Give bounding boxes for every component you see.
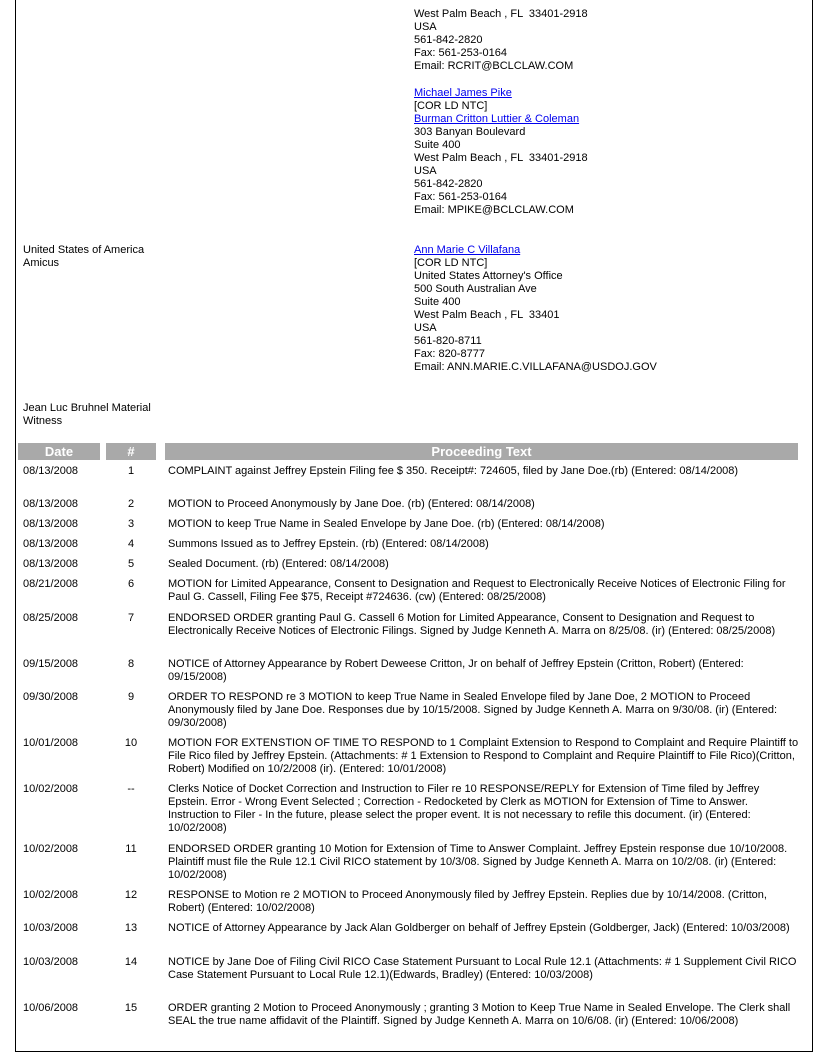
- column-header-proceeding-text: Proceeding Text: [165, 443, 798, 460]
- entry-date: 08/13/2008: [23, 518, 79, 530]
- entry-number: 13: [124, 922, 138, 934]
- address-line: 500 South Australian Ave: [414, 283, 537, 295]
- attorney-pike: [414, 87, 588, 217]
- docket-row: [23, 465, 803, 498]
- entry-text: MOTION for Limited Appearance, Consent to Designation and Request to Electronically Receive Notices of Electronic Filing for Paul G. Cassell, Filing Fee $75, Receipt #724636. (cw) (Entered: 08/25/2008): [168, 578, 786, 603]
- docket-row: [23, 889, 803, 922]
- entry-date: 08/13/2008: [23, 538, 79, 550]
- docket-row: [23, 737, 803, 783]
- entry-text: NOTICE of Attorney Appearance by Jack Alan Goldberger on behalf of Jeffrey Epstein (Goldberger, Jack) (Entered: 10/03/2008): [168, 922, 790, 934]
- address-line: 303 Banyan Boulevard: [414, 126, 526, 138]
- phone-line: 561-820-8711: [414, 335, 482, 347]
- email-line: Email: ANN.MARIE.C.VILLAFANA@USDOJ.GOV: [414, 361, 657, 373]
- docket-row: [23, 843, 803, 889]
- entry-date: 08/13/2008: [23, 465, 79, 477]
- entry-date: 08/25/2008: [23, 612, 79, 624]
- firm-name-link[interactable]: Burman Critton Luttier & Coleman: [414, 113, 580, 125]
- column-header-date: Date: [18, 443, 100, 460]
- entry-number: 11: [125, 843, 137, 855]
- party-role: Witness: [23, 415, 63, 427]
- entry-date: 10/02/2008: [23, 783, 79, 795]
- entry-text: RESPONSE to Motion re 2 MOTION to Proceed Anonymously filed by Jeffrey Epstein. Replies due by 10/14/2008. (Critton, Robert) (Entered: 10/02/2008): [168, 889, 767, 914]
- email-line: Email: MPIKE@BCLCLAW.COM: [414, 204, 574, 216]
- entry-date: 09/15/2008: [23, 658, 79, 670]
- fax-line: Fax: 561-253-0164: [414, 191, 507, 203]
- entry-text: NOTICE of Attorney Appearance by Robert Deweese Critton, Jr on behalf of Jeffrey Epstein (Critton, Robert) (Entered: 09/15/2008): [168, 658, 744, 683]
- entry-text: Clerks Notice of Docket Correction and Instruction to Filer re 10 RESPONSE/REPLY for Extension of Time filed by Jeffrey Epstein. Error - Wrong Event Selected ; Correction - Redocketed by Clerk as MOTION for Extension of Time to Answer. Instruction to Filer - In the future, please select the proper event. It is not necessary to refile this document. (ir) (Entered: 10/02/2008): [168, 783, 760, 834]
- entry-date: 10/02/2008: [23, 843, 79, 855]
- address-line: Suite 400: [414, 296, 461, 308]
- phone-line: 561-842-2820: [414, 34, 483, 46]
- entry-date: 08/13/2008: [23, 558, 79, 570]
- attorney-role: [COR LD NTC]: [414, 257, 488, 269]
- entry-date: 10/01/2008: [23, 737, 79, 749]
- address-line: USA: [414, 165, 437, 177]
- address-line: USA: [414, 21, 437, 33]
- entry-number: --: [127, 783, 135, 795]
- party-role: Amicus: [23, 257, 60, 269]
- entry-date: 08/21/2008: [23, 578, 79, 590]
- address-line: West Palm Beach , FL 33401-2918: [414, 8, 588, 20]
- entry-number: 15: [124, 1002, 138, 1014]
- entry-text: Summons Issued as to Jeffrey Epstein. (rb) (Entered: 08/14/2008): [168, 538, 489, 550]
- entry-text: NOTICE by Jane Doe of Filing Civil RICO Case Statement Pursuant to Local Rule 12.1 (Attachments: # 1 Supplement Civil RICO Case Statement Pursuant to Local Rule 12.1)(Edwards, Bradley) (Entered: 10/03/2008): [168, 956, 797, 981]
- entry-text: ENDORSED ORDER granting 10 Motion for Extension of Time to Answer Complaint. Jeffrey Epstein response due 10/10/2008. Plaintiff must file the Rule 12.1 Civil RICO statement by 10/3/08. Signed by Judge Kenneth A. Marra on 10/2/08. (ir) (Entered: 10/02/2008): [168, 843, 788, 881]
- entry-number: 8: [127, 658, 135, 670]
- entry-text: MOTION to keep True Name in Sealed Envelope by Jane Doe. (rb) (Entered: 08/14/2008): [168, 518, 605, 530]
- docket-row: [23, 922, 803, 956]
- party-name: Jean Luc Bruhnel Material: [23, 402, 151, 414]
- attorney-name-link[interactable]: Michael James Pike: [414, 87, 512, 99]
- party-usa: [23, 244, 144, 270]
- entry-number: 3: [127, 518, 135, 530]
- docket-row: [23, 518, 803, 538]
- entry-date: 08/13/2008: [23, 498, 79, 510]
- entry-text: Sealed Document. (rb) (Entered: 08/14/2008): [168, 558, 389, 570]
- docket-row: [23, 1002, 803, 1042]
- docket-row: [23, 783, 803, 843]
- address-line: West Palm Beach , FL 33401: [414, 309, 560, 321]
- attorney-villafana: [414, 244, 657, 374]
- entry-number: 10: [124, 737, 138, 749]
- party-bruhnel: [23, 402, 151, 428]
- entry-number: 7: [127, 612, 135, 624]
- docket-row: [23, 578, 803, 612]
- entry-number: 9: [127, 691, 135, 703]
- docket-row: [23, 498, 803, 518]
- email-line: Email: RCRIT@BCLCLAW.COM: [414, 60, 574, 72]
- address-line: United States Attorney's Office: [414, 270, 563, 282]
- entry-date: 10/02/2008: [23, 889, 79, 901]
- entry-number: 4: [127, 538, 135, 550]
- entry-number: 2: [127, 498, 135, 510]
- phone-line: 561-842-2820: [414, 178, 483, 190]
- entry-number: 12: [124, 889, 138, 901]
- docket-row: [23, 658, 803, 691]
- entry-text: MOTION FOR EXTENSTION OF TIME TO RESPOND to 1 Complaint Extension to Respond to Complaint and Require Plaintiff to File Rico filed by Jeffrey Epstein. (Attachments: # 1 Extension to Respond to Complaint and Require Plaintiff to File Rico)(Critton, Robert) Modified on 10/2/2008 (ir). (Entered: 10/01/2008): [168, 737, 799, 775]
- docket-row: [23, 691, 803, 737]
- entry-number: 5: [127, 558, 135, 570]
- entry-date: 10/06/2008: [23, 1002, 79, 1014]
- entry-date: 10/03/2008: [23, 922, 79, 934]
- docket-row: [23, 612, 803, 658]
- docket-row: [23, 558, 803, 578]
- entry-number: 6: [127, 578, 135, 590]
- entry-text: ENDORSED ORDER granting Paul G. Cassell 6 Motion for Limited Appearance, Consent to Designation and Request to Electronically Receive Notices of Electronic Filings. Signed by Judge Kenneth A. Marra on 8/25/08. (ir) (Entered: 08/25/2008): [168, 612, 776, 637]
- address-line: West Palm Beach , FL 33401-2918: [414, 152, 588, 164]
- docket-entries: [23, 465, 803, 1042]
- address-line: Suite 400: [414, 139, 461, 151]
- docket-row: [23, 956, 803, 1002]
- fax-line: Fax: 561-253-0164: [414, 47, 507, 59]
- attorney-critton-continued: [414, 8, 588, 73]
- entry-text: COMPLAINT against Jeffrey Epstein Filing fee $ 350. Receipt#: 724605, filed by Jane Doe.(rb) (Entered: 08/14/2008): [168, 465, 739, 477]
- docket-row: [23, 538, 803, 558]
- entry-date: 09/30/2008: [23, 691, 79, 703]
- party-name: United States of America: [23, 244, 145, 256]
- entry-number: 14: [124, 956, 138, 968]
- attorney-name-link[interactable]: Ann Marie C Villafana: [414, 244, 521, 256]
- fax-line: Fax: 820-8777: [414, 348, 485, 360]
- attorney-role: [COR LD NTC]: [414, 100, 488, 112]
- column-header-number: #: [106, 443, 156, 460]
- entry-number: 1: [127, 465, 135, 477]
- address-line: USA: [414, 322, 437, 334]
- entry-text: ORDER TO RESPOND re 3 MOTION to keep True Name in Sealed Envelope filed by Jane Doe, 2 MOTION to Proceed Anonymously filed by Jane Doe. Responses due by 10/15/2008. Signed by Judge Kenneth A. Marra on 9/30/08. (ir) (Entered: 09/30/2008): [168, 691, 778, 729]
- entry-date: 10/03/2008: [23, 956, 79, 968]
- entry-text: MOTION to Proceed Anonymously by Jane Doe. (rb) (Entered: 08/14/2008): [168, 498, 535, 510]
- entry-text: ORDER granting 2 Motion to Proceed Anonymously ; granting 3 Motion to Keep True Name in Sealed Envelope. The Clerk shall SEAL the true name affidavit of the Plaintiff. Signed by Judge Kenneth A. Marra on 10/6/08. (ir) (Entered: 10/06/2008): [168, 1002, 791, 1027]
